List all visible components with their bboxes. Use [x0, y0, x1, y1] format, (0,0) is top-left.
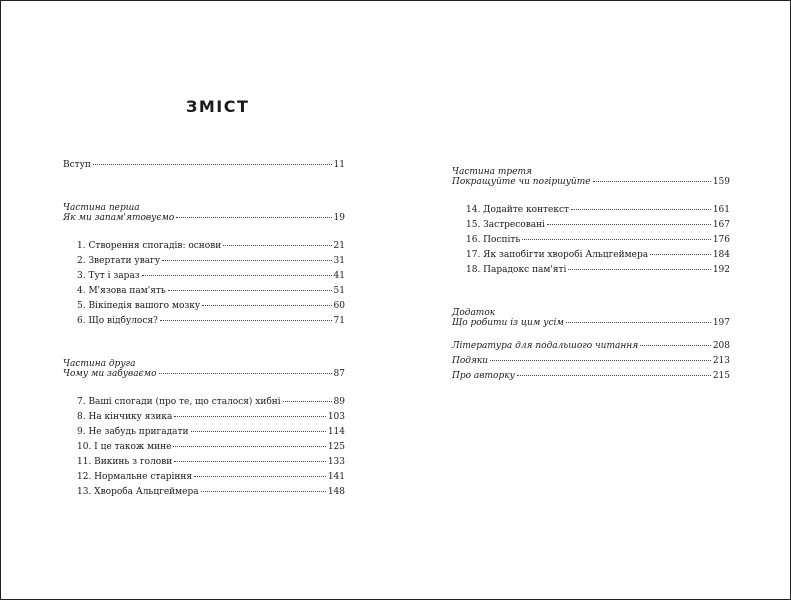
- toc-entry-page: 159: [712, 177, 730, 187]
- dot-leader: [223, 245, 331, 246]
- toc-entry-label: Чому ми забуваємо: [63, 369, 157, 379]
- toc-left-column: [63, 160, 345, 502]
- toc-chapter[interactable]: [63, 256, 345, 271]
- part-heading-1: Частина перша: [63, 203, 140, 213]
- toc-backmatter-entry[interactable]: [452, 356, 730, 371]
- toc-section-3[interactable]: [452, 177, 730, 192]
- dot-leader: [566, 322, 711, 323]
- toc-entry-page: 141: [327, 472, 345, 482]
- toc-entry-label: 16. Поспіть: [466, 235, 521, 245]
- toc-entry-page: 184: [712, 250, 730, 260]
- toc-entry-page: 103: [327, 412, 345, 422]
- toc-entry-label: 9. Не забудь пригадати: [77, 427, 189, 437]
- toc-entry-label: 3. Тут і зараз: [77, 271, 140, 281]
- toc-entry-page: 176: [712, 235, 730, 245]
- appendix-heading: Додаток: [452, 308, 496, 318]
- toc-entry-page: 213: [712, 356, 730, 366]
- part-heading-2: Частина друга: [63, 359, 136, 369]
- toc-chapter[interactable]: [452, 205, 730, 220]
- dot-leader: [176, 217, 331, 218]
- toc-chapter[interactable]: [63, 412, 345, 427]
- dot-leader: [168, 290, 332, 291]
- toc-entry-page: 167: [712, 220, 730, 230]
- toc-chapter[interactable]: [63, 301, 345, 316]
- toc-entry-label: 4. М'язова пам'ять: [77, 286, 166, 296]
- dot-leader: [160, 320, 332, 321]
- toc-entry-page: 31: [333, 256, 345, 266]
- toc-entry-page: 215: [712, 371, 730, 381]
- toc-chapter[interactable]: [452, 250, 730, 265]
- dot-leader: [191, 431, 326, 432]
- toc-entry-label: Покращуйте чи погіршуйте: [452, 177, 591, 187]
- toc-section-appendix[interactable]: [452, 318, 730, 333]
- dot-leader: [571, 209, 711, 210]
- toc-entry-page: 192: [712, 265, 730, 275]
- toc-chapter[interactable]: [63, 397, 345, 412]
- toc-chapter[interactable]: [63, 241, 345, 256]
- dot-leader: [93, 164, 332, 165]
- dot-leader: [142, 275, 332, 276]
- toc-entry-label: 14. Додайте контекст: [466, 205, 569, 215]
- toc-entry-page: 71: [333, 316, 345, 326]
- toc-entry-label: 17. Як запобігти хворобі Альцгеймера: [466, 250, 649, 260]
- dot-leader: [162, 260, 331, 261]
- toc-chapter[interactable]: [63, 487, 345, 502]
- dot-leader: [201, 491, 326, 492]
- toc-entry-page: 125: [327, 442, 345, 452]
- toc-entry-label: 10. І це також мине: [77, 442, 172, 452]
- toc-entry-label: Що робити із цим усім: [452, 318, 564, 328]
- toc-backmatter-entry[interactable]: [452, 341, 730, 356]
- dot-leader: [283, 401, 332, 402]
- toc-entry-page: 19: [333, 213, 345, 223]
- toc-entry-label: Про авторку: [452, 371, 515, 381]
- toc-chapter[interactable]: [452, 220, 730, 235]
- toc-entry-intro[interactable]: [63, 160, 345, 175]
- toc-entry-page: 60: [333, 301, 345, 311]
- dot-leader: [517, 375, 711, 376]
- part-heading-3: Частина третя: [452, 167, 532, 177]
- toc-entry-page: 51: [333, 286, 345, 296]
- dot-leader: [640, 345, 711, 346]
- toc-section-1[interactable]: [63, 213, 345, 228]
- dot-leader: [174, 461, 326, 462]
- toc-chapter[interactable]: [63, 457, 345, 472]
- toc-entry-page: 208: [712, 341, 730, 351]
- toc-entry-label: Література для подальшого читання: [452, 341, 639, 351]
- dot-leader: [202, 305, 331, 306]
- toc-backmatter-entry[interactable]: [452, 371, 730, 386]
- toc-entry-page: 197: [712, 318, 730, 328]
- dot-leader: [174, 416, 325, 417]
- toc-entry-label: 15. Застресовані: [466, 220, 546, 230]
- toc-entry-label: 5. Вікіпедія вашого мозку: [77, 301, 201, 311]
- dot-leader: [547, 224, 711, 225]
- toc-chapter[interactable]: [63, 271, 345, 286]
- dot-leader: [650, 254, 711, 255]
- toc-entry-label: 1. Створення спогадів: основи: [77, 241, 222, 251]
- toc-entry-label: 2. Звертати увагу: [77, 256, 161, 266]
- toc-entry-label: 6. Що відбулося?: [77, 316, 158, 326]
- toc-entry-page: 133: [327, 457, 345, 467]
- dot-leader: [173, 446, 325, 447]
- toc-entry-label: 11. Викинь з голови: [77, 457, 173, 467]
- page-title: ЗМІСТ: [186, 97, 250, 116]
- toc-entry-page: 89: [333, 397, 345, 407]
- toc-entry-page: 87: [333, 369, 345, 379]
- toc-chapter[interactable]: [63, 286, 345, 301]
- toc-entry-page: 114: [327, 427, 345, 437]
- toc-chapter[interactable]: [63, 427, 345, 442]
- toc-entry-label: Вступ: [63, 160, 91, 170]
- toc-entry-page: 161: [712, 205, 730, 215]
- toc-entry-label: 18. Парадокс пам'яті: [466, 265, 567, 275]
- toc-entry-page: 148: [327, 487, 345, 497]
- dot-leader: [522, 239, 711, 240]
- toc-right-column: [452, 160, 730, 386]
- dot-leader: [159, 373, 332, 374]
- dot-leader: [194, 476, 326, 477]
- toc-chapter[interactable]: [452, 235, 730, 250]
- toc-entry-label: Подяки: [452, 356, 489, 366]
- toc-chapter[interactable]: [63, 472, 345, 487]
- toc-entry-label: 12. Нормальне старіння: [77, 472, 193, 482]
- dot-leader: [490, 360, 711, 361]
- toc-entry-page: 21: [333, 241, 345, 251]
- toc-section-2[interactable]: [63, 369, 345, 384]
- dot-leader: [568, 269, 710, 270]
- dot-leader: [593, 181, 711, 182]
- toc-entry-page: 41: [333, 271, 345, 281]
- toc-entry-label: Як ми запам'ятовуємо: [63, 213, 175, 223]
- toc-chapter[interactable]: [63, 316, 345, 331]
- toc-entry-page: 11: [333, 160, 345, 170]
- toc-entry-label: 8. На кінчику язика: [77, 412, 173, 422]
- toc-entry-label: 13. Хвороба Альцгеймера: [77, 487, 199, 497]
- toc-chapter[interactable]: [452, 265, 730, 280]
- toc-entry-label: 7. Ваші спогади (про те, що сталося) хибні: [77, 397, 281, 407]
- toc-chapter[interactable]: [63, 442, 345, 457]
